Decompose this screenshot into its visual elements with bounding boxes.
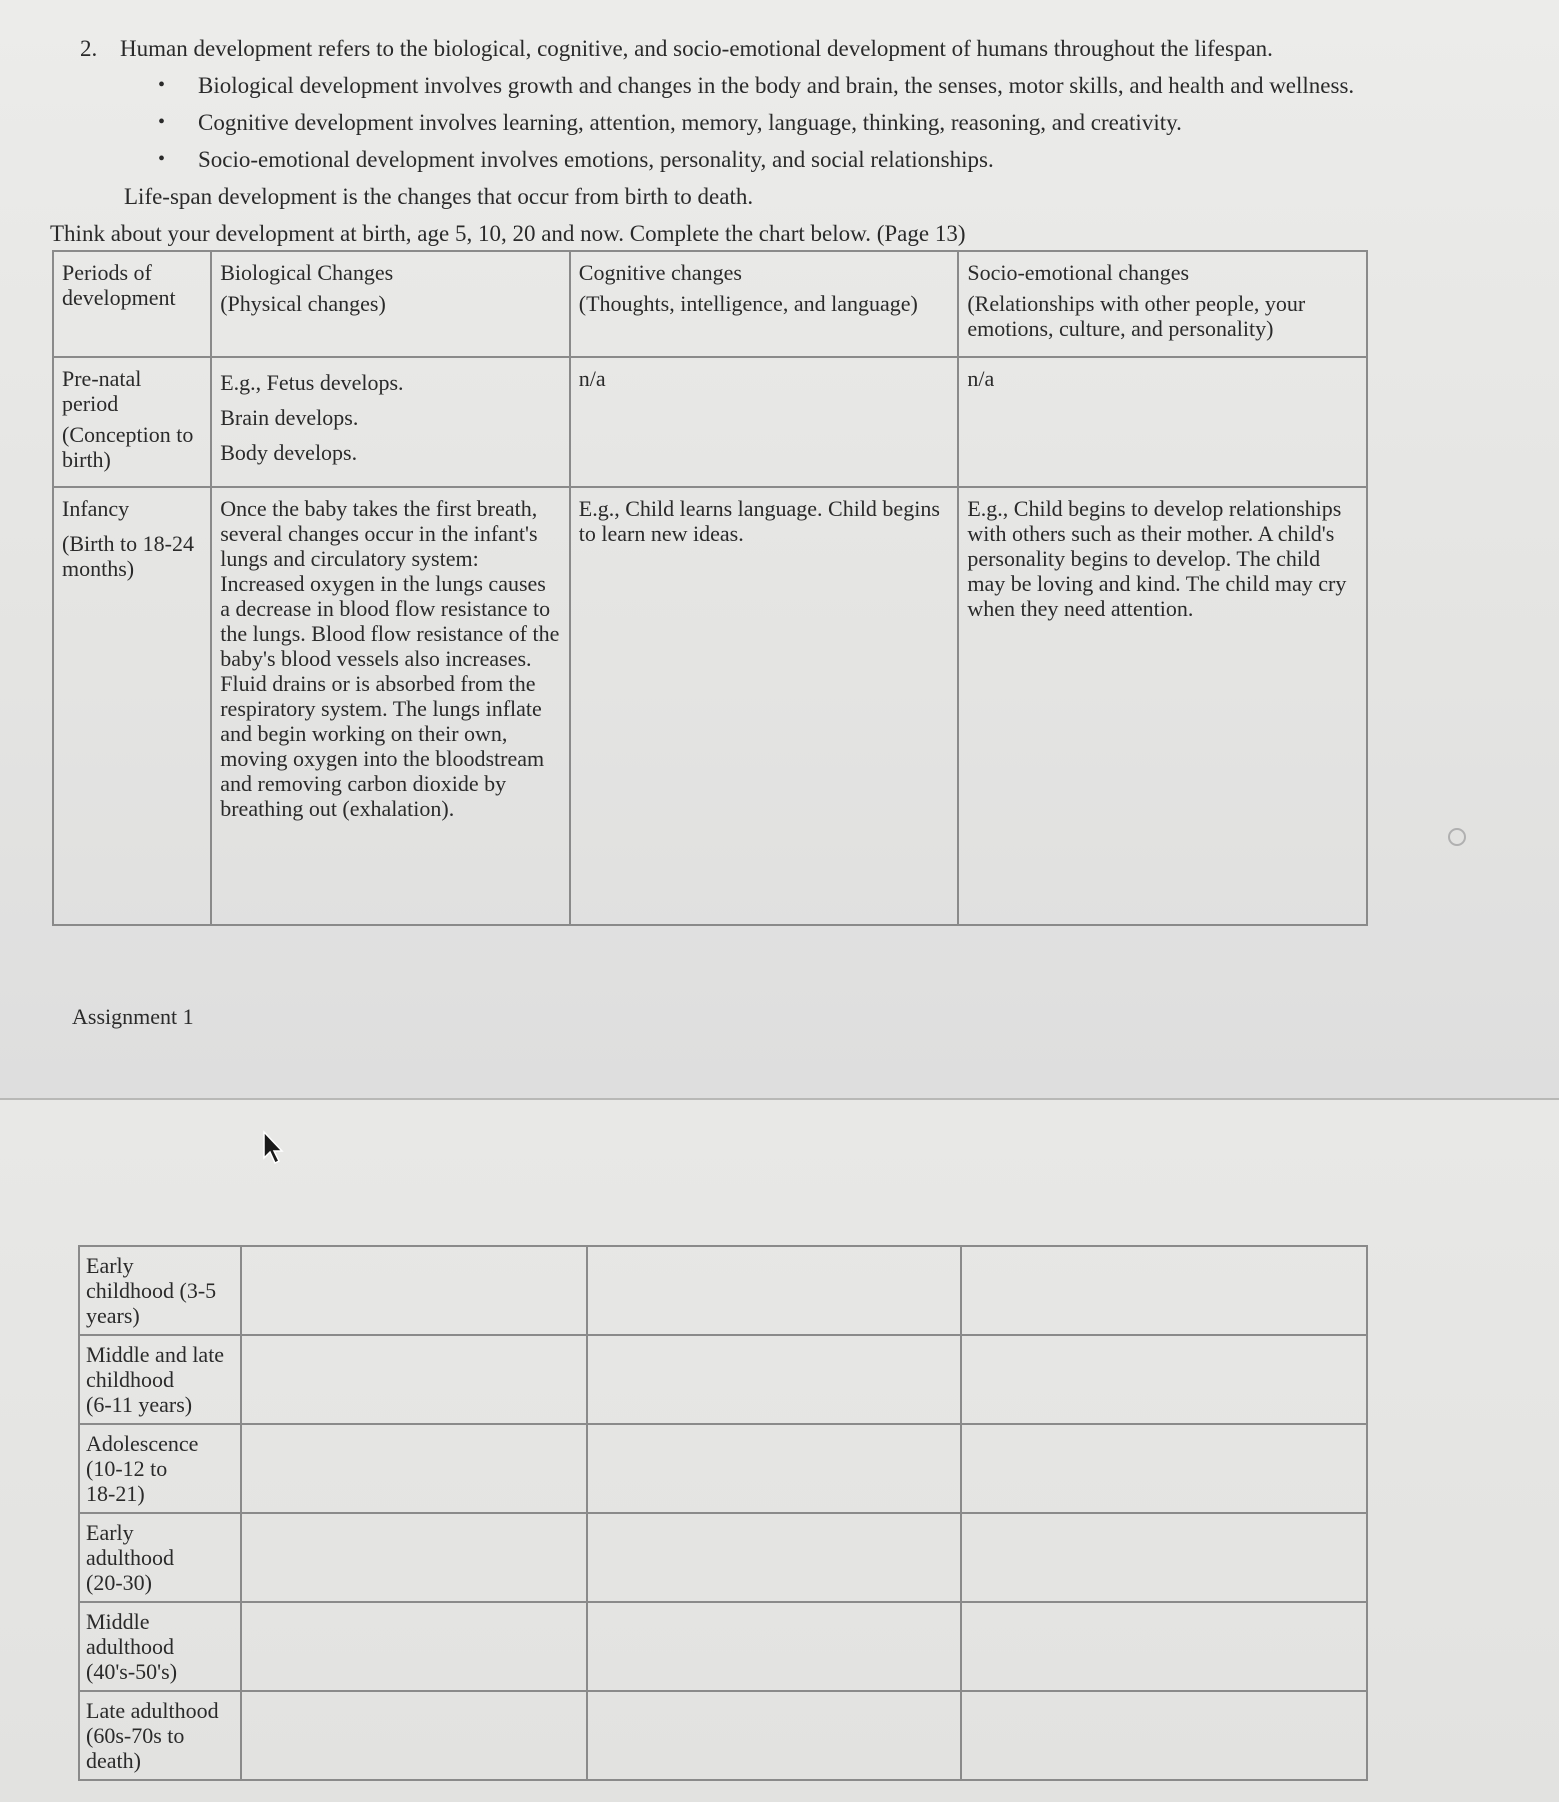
period-early-adulthood [79, 1513, 241, 1602]
answer-cell[interactable] [241, 1246, 587, 1335]
period-line: months) [62, 556, 135, 581]
bullet-biological: • Biological development involves growth and changes in the body and brain, the senses, motor skills, and health and wellness. [198, 67, 1500, 104]
assignment-label: Assignment 1 [72, 1004, 194, 1029]
infancy-cognitive: E.g., Child learns language. Child begins to learn new ideas. [570, 487, 959, 925]
period-line: birth) [62, 447, 111, 472]
period-late-adulthood [79, 1691, 241, 1780]
answer-cell[interactable] [241, 1424, 587, 1513]
infancy-biological: Once the baby takes the first breath, several changes occur in the infant's lungs and circulatory system: Increased oxygen in the lungs causes a decrease in blood flow resistance to the lungs. Blood flow resistance of the baby's blood vessels also increases. Fluid drains or is absorbed from the respiratory system. The lungs inflate and begin working on their own, moving oxygen into the bloodstream and removing carbon dioxide by breathing out (exhalation). [211, 487, 570, 925]
period-line: Early [86, 1520, 134, 1545]
answer-cell[interactable] [961, 1246, 1367, 1335]
header-period-line: Periods of [62, 260, 152, 285]
period-line: Middle [86, 1609, 150, 1634]
bullet-cognitive: • Cognitive development involves learning, attention, memory, language, thinking, reasoning, and creativity. [198, 104, 1500, 141]
biological-line: E.g., Fetus develops. [220, 370, 404, 395]
prenatal-biological [211, 357, 570, 487]
table-row-prenatal [53, 357, 1367, 487]
answer-cell[interactable] [587, 1246, 961, 1335]
answer-cell[interactable] [961, 1602, 1367, 1691]
intro-section [50, 30, 1500, 252]
period-line: (20-30) [86, 1570, 152, 1595]
question-line [80, 30, 1500, 67]
header-cognitive-line: (Thoughts, intelligence, and language) [578, 291, 918, 316]
table-row [79, 1691, 1367, 1780]
mouse-cursor-icon [262, 1130, 288, 1166]
period-line: adulthood [86, 1545, 174, 1570]
period-early-childhood [79, 1246, 241, 1335]
period-line: Late adulthood [86, 1698, 219, 1723]
period-line: adulthood [86, 1634, 174, 1659]
table-row [79, 1424, 1367, 1513]
answer-cell[interactable] [587, 1424, 961, 1513]
period-line: (10-12 to [86, 1456, 168, 1481]
chart-header-row [53, 251, 1367, 357]
period-line: (Conception to [62, 422, 194, 447]
lifespan-definition: Life-span development is the changes that occur from birth to death. [124, 184, 754, 209]
table-row-infancy [53, 487, 1367, 925]
period-line: Infancy [62, 496, 130, 521]
period-middle-late-childhood [79, 1335, 241, 1424]
period-line: (40's-50's) [86, 1659, 178, 1684]
page-divider [0, 1098, 1559, 1100]
question-number: 2. [80, 36, 98, 61]
biological-line: Brain develops. [220, 405, 359, 430]
bullet-socio-emotional: • Socio-emotional development involves emotions, personality, and social relationships. [198, 141, 1500, 178]
header-biological-line: (Physical changes) [220, 291, 386, 316]
period-line: (6-11 years) [86, 1392, 193, 1417]
answer-cell[interactable] [587, 1691, 961, 1780]
header-cognitive-line: Cognitive changes [578, 260, 742, 285]
header-cognitive [570, 251, 959, 357]
answer-cell[interactable] [961, 1424, 1367, 1513]
period-middle-adulthood [79, 1602, 241, 1691]
period-line: death) [86, 1748, 141, 1773]
answer-cell[interactable] [961, 1335, 1367, 1424]
header-biological-line: Biological Changes [220, 260, 394, 285]
period-line: childhood [86, 1367, 174, 1392]
answer-cell[interactable] [961, 1513, 1367, 1602]
development-bullets [80, 67, 1500, 178]
prenatal-cognitive: n/a [570, 357, 959, 487]
period-line: (60s-70s to [86, 1723, 185, 1748]
answer-cell[interactable] [961, 1691, 1367, 1780]
header-biological [211, 251, 570, 357]
period-line: Pre-natal [62, 366, 142, 391]
period-line: years) [86, 1303, 140, 1328]
prenatal-socio-emotional: n/a [958, 357, 1367, 487]
stray-mark [1448, 828, 1466, 846]
period-line: 18-21) [86, 1481, 145, 1506]
period-line: Early [86, 1253, 134, 1278]
period-adolescence [79, 1424, 241, 1513]
answer-cell[interactable] [241, 1691, 587, 1780]
development-chart-continued [78, 1245, 1368, 1781]
answer-cell[interactable] [241, 1335, 587, 1424]
answer-cell[interactable] [587, 1513, 961, 1602]
infancy-socio-emotional: E.g., Child begins to develop relationships with others such as their mother. A child's personality begins to develop. The child may be loving and kind. The child may cry when they need attention. [958, 487, 1367, 925]
header-period-line: development [62, 285, 176, 310]
period-line: Middle and late [86, 1342, 225, 1367]
chart-instruction: Think about your development at birth, age 5, 10, 20 and now. Complete the chart below. (Page 13) [50, 221, 966, 246]
biological-line: Body develops. [220, 440, 358, 465]
development-chart [52, 250, 1368, 926]
table-row [79, 1513, 1367, 1602]
period-prenatal [53, 357, 211, 487]
header-socio-emotional [958, 251, 1367, 357]
header-socio-line: Socio-emotional changes [967, 260, 1190, 285]
question-text: Human development refers to the biological, cognitive, and socio-emotional development of humans throughout the lifespan. [120, 36, 1273, 61]
answer-cell[interactable] [241, 1513, 587, 1602]
period-line: childhood (3-5 [86, 1278, 217, 1303]
table-row [79, 1602, 1367, 1691]
period-line: (Birth to 18-24 [62, 531, 194, 556]
header-socio-line: (Relationships with other people, your emotions, culture, and personality) [967, 291, 1306, 341]
table-row [79, 1335, 1367, 1424]
period-infancy [53, 487, 211, 925]
answer-cell[interactable] [587, 1602, 961, 1691]
header-period [53, 251, 211, 357]
answer-cell[interactable] [587, 1335, 961, 1424]
period-line: Adolescence [86, 1431, 199, 1456]
period-line: period [62, 391, 119, 416]
table-row [79, 1246, 1367, 1335]
answer-cell[interactable] [241, 1602, 587, 1691]
